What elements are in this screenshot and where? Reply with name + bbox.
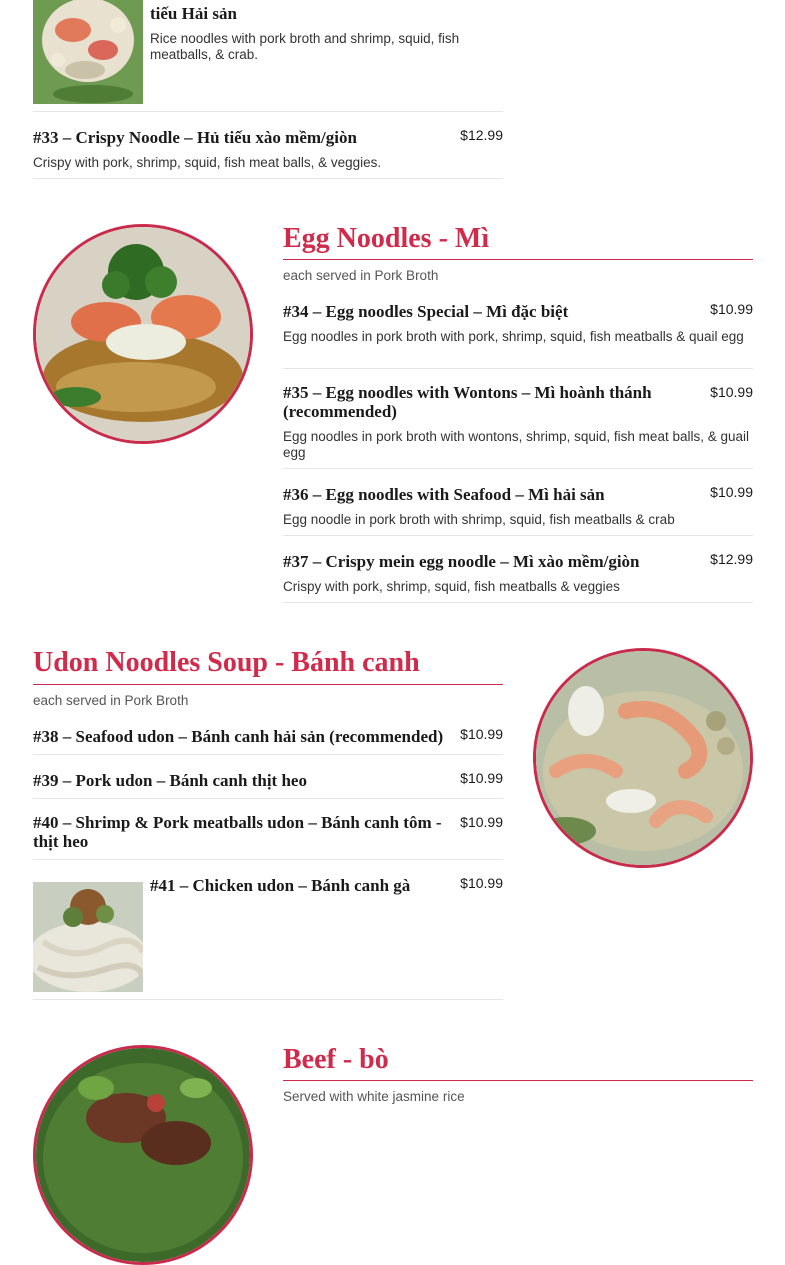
item-37-title: #37 – Crispy mein egg noodle – Mì xào mềm/giòn — [283, 552, 640, 571]
item-38-price: $10.99 — [460, 726, 503, 742]
item-34-description: Egg noodles in pork broth with pork, shrimp, squid, fish meatballs & quail egg — [283, 329, 744, 344]
divider — [33, 178, 503, 179]
item-37-price: $12.99 — [710, 551, 753, 567]
item-37-description: Crispy with pork, shrimp, squid, fish meatballs & veggies — [283, 579, 620, 594]
divider — [33, 859, 503, 860]
beef-photo — [33, 1045, 253, 1265]
udon-section-title: Udon Noodles Soup - Bánh canh — [33, 647, 420, 678]
item-41-price: $10.99 — [460, 875, 503, 891]
udon-broth-note: each served in Pork Broth — [33, 693, 189, 708]
beef-rice-note: Served with white jasmine rice — [283, 1089, 465, 1104]
item-40-price: $10.99 — [460, 814, 503, 830]
udon-photo — [533, 648, 753, 868]
item-36-description: Egg noodle in pork broth with shrimp, squid, fish meatballs & crab — [283, 512, 675, 527]
section-title-rule — [283, 259, 753, 260]
item-35-title: #35 – Egg noodles with Wontons – Mì hoành thánh (recommended) — [283, 383, 652, 421]
item-39-price: $10.99 — [460, 770, 503, 786]
item-32-title: tiếu Hải sản — [150, 4, 237, 23]
item-32-description: Rice noodles with pork broth and shrimp, squid, fish meatballs, & crab. — [150, 31, 460, 62]
divider — [33, 999, 503, 1000]
item-33-description: Crispy with pork, shrimp, squid, fish meat balls, & veggies. — [33, 155, 382, 170]
item-40-title: #40 – Shrimp & Pork meatballs udon – Bánh canh tôm - thịt heo — [33, 813, 442, 851]
item-35-price: $10.99 — [710, 384, 753, 400]
egg-noodles-section-title: Egg Noodles - Mì — [283, 223, 490, 254]
section-title-rule — [283, 1080, 753, 1081]
egg-noodles-broth-note: each served in Pork Broth — [283, 268, 439, 283]
item-36-price: $10.99 — [710, 484, 753, 500]
item-34-price: $10.99 — [710, 301, 753, 317]
beef-section-title: Beef - bò — [283, 1044, 389, 1075]
item-35-description: Egg noodles in pork broth with wontons, shrimp, squid, fish meat balls, & guail egg — [283, 429, 749, 460]
item-41-title: #41 – Chicken udon – Bánh canh gà — [150, 876, 411, 895]
item-39-title: #39 – Pork udon – Bánh canh thịt heo — [33, 771, 307, 790]
item-41-photo — [33, 882, 143, 992]
item-32-photo — [33, 0, 143, 104]
item-38-title: #38 – Seafood udon – Bánh canh hải sản (recommended) — [33, 727, 444, 746]
item-33-price: $12.99 — [460, 127, 503, 143]
item-36-title: #36 – Egg noodles with Seafood – Mì hải sản — [283, 485, 605, 504]
divider — [283, 602, 753, 603]
item-33-title: #33 – Crispy Noodle – Hủ tiếu xào mềm/giòn — [33, 128, 357, 147]
divider — [283, 535, 753, 536]
divider — [33, 798, 503, 799]
item-34-title: #34 – Egg noodles Special – Mì đặc biệt — [283, 302, 569, 321]
divider — [33, 111, 503, 112]
section-title-rule — [33, 684, 503, 685]
divider — [283, 368, 753, 369]
egg-noodles-photo — [33, 224, 253, 444]
divider — [33, 754, 503, 755]
divider — [283, 468, 753, 469]
